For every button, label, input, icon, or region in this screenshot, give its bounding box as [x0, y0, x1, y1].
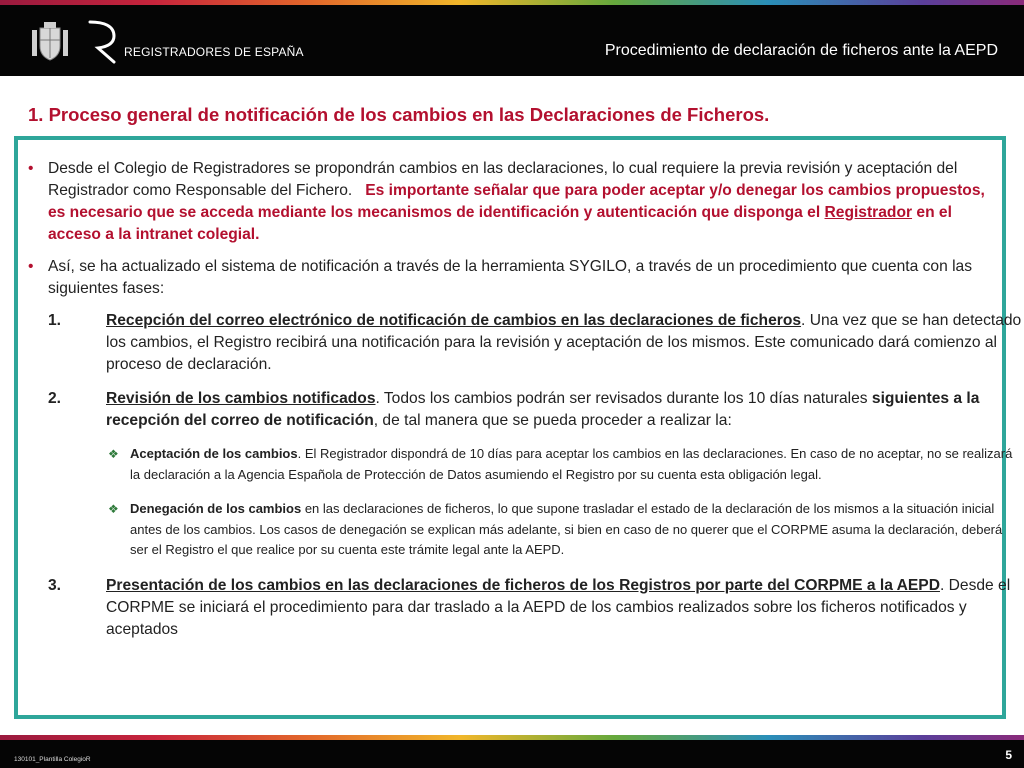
- sub-item: [108, 444, 1020, 485]
- step-number: 1.: [48, 312, 62, 329]
- sub-item-text: . El Registrador dispondrá de 10 días para aceptar los cambios en las declaraciones. En caso de no aceptar, no se realizará la declaración a la Agencia Española de Protección de Datos asumiendo el Registro por su cuenta esta obligación legal.: [130, 446, 1013, 482]
- color-stripe-top: [0, 0, 1024, 5]
- bullet-dot-icon: •: [28, 160, 34, 177]
- bullet-dot-icon: •: [28, 258, 34, 275]
- sub-item-title: Aceptación de los cambios: [130, 446, 298, 461]
- sub-item-text: en las declaraciones de ficheros, lo que supone trasladar el estado de la declaración de los mismos a la situación inicial antes de los cambios. Los casos de denegación se explican más adelante, si bien en caso de no querer que el CORPME asuma la declaración, deberá ser el Registro el que realice por su cuenta este trámite legal ante la AEPD.: [130, 501, 1003, 557]
- header-title: Procedimiento de declaración de ficheros ante la AEPD: [604, 42, 998, 59]
- step-title: Presentación de los cambios en las declaraciones de ficheros de los Registros por parte del CORPME a la AEPD: [106, 576, 940, 594]
- section-heading: 1. Proceso general de notificación de los cambios en las Declaraciones de Ficheros.: [28, 104, 770, 125]
- diamond-bullet-icon: ❖: [108, 447, 119, 461]
- step-text: . Una vez que se han detectado los cambios, el Registro recibirá una notificación para la revisión y aceptación de los mismos. Este comunicado dará comienzo al proceso de declaración.: [106, 312, 1022, 373]
- template-name: 130101_Plantilla ColegioR: [14, 756, 91, 763]
- bullet-item: [28, 158, 1000, 246]
- r-logo-icon: [84, 20, 120, 64]
- bullet-text: Así, se ha actualizado el sistema de notificación a través de la herramienta SYGILO, a través de un procedimiento que cuenta con las siguientes fases:: [48, 258, 973, 297]
- bullet-text: Desde el Colegio de Registradores se propondrán cambios en las declaraciones, lo cual requiere la previa revisión y aceptación del Registrador como Responsable del Fichero.: [48, 160, 958, 199]
- slide-content: [28, 158, 1022, 653]
- registrador-underlined: Registrador: [824, 204, 913, 221]
- diamond-bullet-icon: ❖: [108, 502, 119, 516]
- step-item: [48, 575, 1024, 641]
- bullet-emphasis-end: en el acceso a la intranet colegial.: [48, 204, 952, 243]
- sub-item-title: Denegación de los cambios: [130, 501, 302, 516]
- step-text-end: , de tal manera que se pueda proceder a realizar la:: [373, 412, 732, 429]
- step-text: . Todos los cambios podrán ser revisados durante los 10 días naturales: [375, 390, 868, 407]
- sub-item: [108, 499, 1020, 561]
- page-number: 5: [1005, 748, 1012, 762]
- coat-of-arms-icon: [30, 20, 70, 64]
- slide-footer: [0, 740, 1024, 768]
- bullet-item: [28, 256, 1000, 300]
- slide-header: [0, 0, 1024, 76]
- step-item: [48, 388, 1024, 432]
- bullet-emphasis: Es importante señalar que para poder aceptar y/o denegar los cambios propuestos, es necesario que se acceda mediante los mecanismos de identificación y autenticación que disponga el: [48, 182, 985, 221]
- step-bold: siguientes a la recepción del correo de notificación: [106, 390, 980, 429]
- step-number: 2.: [48, 390, 62, 407]
- step-title: Revisión de los cambios notificados: [106, 390, 376, 407]
- step-title: Recepción del correo electrónico de notificación de cambios en las declaraciones de ficheros: [106, 312, 802, 329]
- step-number: 3.: [48, 576, 62, 594]
- brand-name: REGISTRADORES DE ESPAÑA: [124, 45, 304, 59]
- step-text: . Desde el CORPME se iniciará el procedimiento para dar traslado a la AEPD de los cambios realizados sobre los ficheros notificados y aceptados: [106, 576, 1011, 638]
- step-item: [48, 310, 1024, 376]
